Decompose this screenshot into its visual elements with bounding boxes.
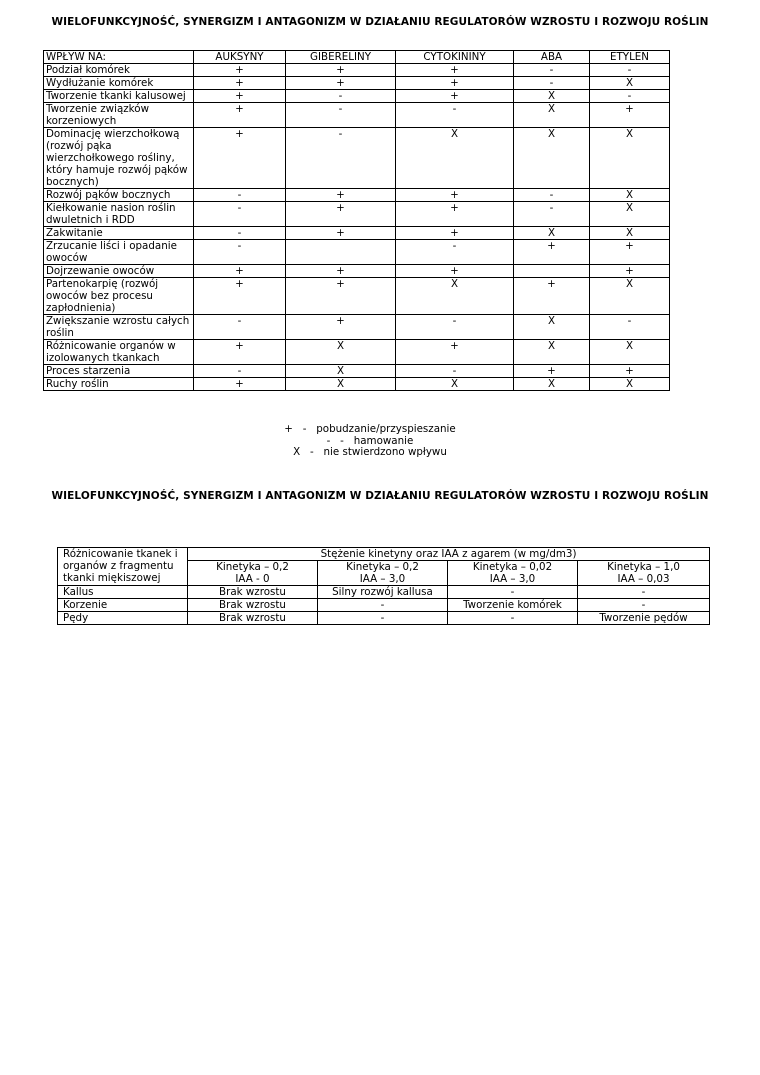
row-label-cell: Korzenie <box>58 599 188 612</box>
value-cell: + <box>396 340 514 365</box>
value-cell: X <box>396 128 514 189</box>
value-cell: Brak wzrostu <box>188 612 318 625</box>
table-row <box>44 227 670 240</box>
value-cell: - <box>194 315 286 340</box>
row-label-cell: Kiełkowanie nasion roślin dwuletnich i RDD <box>44 202 194 227</box>
row-label-cell: Tworzenie związków korzeniowych <box>44 103 194 128</box>
value-cell: - <box>448 612 578 625</box>
value-cell: X <box>590 128 670 189</box>
value-cell: - <box>194 202 286 227</box>
value-cell: + <box>590 365 670 378</box>
value-cell: + <box>286 278 396 315</box>
value-cell: + <box>286 227 396 240</box>
table-row <box>44 90 670 103</box>
value-cell: + <box>514 278 590 315</box>
value-cell: + <box>514 240 590 265</box>
value-cell: X <box>514 90 590 103</box>
value-cell: - <box>396 365 514 378</box>
value-cell: - <box>286 103 396 128</box>
value-cell <box>514 265 590 278</box>
row-label-cell: Dojrzewanie owoców <box>44 265 194 278</box>
row-label-cell: Rozwój pąków bocznych <box>44 189 194 202</box>
value-cell: + <box>194 103 286 128</box>
value-cell: X <box>590 378 670 391</box>
value-cell: X <box>514 315 590 340</box>
value-cell: - <box>590 90 670 103</box>
table-row <box>44 128 670 189</box>
table-row <box>58 612 710 625</box>
header-cell: ABA <box>514 51 590 64</box>
value-cell: + <box>194 128 286 189</box>
row-label-cell: Zwiększanie wzrostu całych roślin <box>44 315 194 340</box>
row-label-cell: Różnicowanie organów w izolowanych tkankach <box>44 340 194 365</box>
row-label-cell: Dominację wierzchołkową (rozwój pąka wierzchołkowego rośliny, który hamuje rozwój pąków bocznych) <box>44 128 194 189</box>
value-cell: + <box>396 90 514 103</box>
row-label-cell: Kallus <box>58 586 188 599</box>
value-cell: + <box>286 315 396 340</box>
table-header-row <box>44 51 670 64</box>
value-cell: + <box>286 202 396 227</box>
row-label-cell: Zakwitanie <box>44 227 194 240</box>
value-cell: X <box>396 278 514 315</box>
value-cell: + <box>514 365 590 378</box>
value-cell: + <box>396 227 514 240</box>
value-cell: + <box>194 90 286 103</box>
value-cell: X <box>514 378 590 391</box>
table-row <box>58 586 710 599</box>
value-cell: X <box>286 340 396 365</box>
table-row <box>58 599 710 612</box>
legend-item: + - pobudzanie/przyspieszanie <box>284 423 456 435</box>
value-cell: + <box>194 278 286 315</box>
value-cell: - <box>286 90 396 103</box>
value-cell: - <box>578 599 710 612</box>
value-cell: - <box>590 315 670 340</box>
table-row <box>44 64 670 77</box>
value-cell: X <box>590 278 670 315</box>
value-cell: - <box>396 315 514 340</box>
value-cell: - <box>318 612 448 625</box>
value-cell: Tworzenie pędów <box>578 612 710 625</box>
table-row <box>44 315 670 340</box>
value-cell: X <box>590 77 670 90</box>
table-row <box>44 202 670 227</box>
row-label-cell: Ruchy roślin <box>44 378 194 391</box>
corner-cell: Różnicowanie tkanek i organów z fragmentu tkanki miękiszowej <box>58 548 188 586</box>
value-cell: X <box>590 227 670 240</box>
value-cell: + <box>194 340 286 365</box>
group-header-cell: Stężenie kinetyny oraz IAA z agarem (w mg/dm3) <box>188 548 710 561</box>
value-cell: Tworzenie komórek <box>448 599 578 612</box>
value-cell: - <box>448 586 578 599</box>
value-cell: - <box>578 586 710 599</box>
value-cell: + <box>194 265 286 278</box>
value-cell: - <box>194 240 286 265</box>
tissue-differentiation-table <box>57 547 710 625</box>
subheader-cell: Kinetyka – 0,02 IAA – 3,0 <box>448 561 578 586</box>
value-cell: - <box>194 365 286 378</box>
value-cell: X <box>590 202 670 227</box>
header-cell: CYTOKININY <box>396 51 514 64</box>
value-cell: + <box>396 77 514 90</box>
legend-item: X - nie stwierdzono wpływu <box>293 446 447 458</box>
value-cell: + <box>396 189 514 202</box>
row-label-cell: Proces starzenia <box>44 365 194 378</box>
value-cell: + <box>286 189 396 202</box>
table-row <box>44 365 670 378</box>
table-row <box>44 103 670 128</box>
value-cell: + <box>396 265 514 278</box>
value-cell: Brak wzrostu <box>188 599 318 612</box>
value-cell: + <box>590 103 670 128</box>
value-cell: + <box>194 378 286 391</box>
value-cell: Silny rozwój kallusa <box>318 586 448 599</box>
table-row <box>44 378 670 391</box>
value-cell: X <box>396 378 514 391</box>
value-cell: + <box>194 64 286 77</box>
table-row <box>44 240 670 265</box>
legend <box>0 424 740 459</box>
header-cell: AUKSYNY <box>194 51 286 64</box>
value-cell: + <box>194 77 286 90</box>
growth-regulators-table <box>43 50 670 391</box>
value-cell: - <box>396 103 514 128</box>
value-cell: X <box>590 340 670 365</box>
subheader-cell: Kinetyka – 1,0 IAA – 0,03 <box>578 561 710 586</box>
subheader-cell: Kinetyka – 0,2 IAA - 0 <box>188 561 318 586</box>
legend-item: - - hamowanie <box>326 434 414 447</box>
table-row <box>44 189 670 202</box>
value-cell: + <box>396 64 514 77</box>
value-cell: - <box>194 189 286 202</box>
row-label-cell: Pędy <box>58 612 188 625</box>
row-label-cell: Wydłużanie komórek <box>44 77 194 90</box>
value-cell: - <box>286 128 396 189</box>
page-title: WIELOFUNKCYJNOŚĆ, SYNERGIZM I ANTAGONIZM W DZIAŁANIU REGULATORÓW WZROSTU I ROZWOJU ROŚLIN <box>51 16 709 28</box>
table-row <box>44 278 670 315</box>
value-cell: X <box>514 340 590 365</box>
section-title: WIELOFUNKCYJNOŚĆ, SYNERGIZM I ANTAGONIZM W DZIAŁANIU REGULATORÓW WZROSTU I ROZWOJU ROŚLIN <box>51 490 709 502</box>
value-cell <box>286 240 396 265</box>
value-cell: - <box>590 64 670 77</box>
value-cell: X <box>514 227 590 240</box>
row-label-cell: Partenokarpię (rozwój owoców bez procesu zapłodnienia) <box>44 278 194 315</box>
value-cell: + <box>590 240 670 265</box>
row-label-cell: Zrzucanie liści i opadanie owoców <box>44 240 194 265</box>
value-cell: - <box>194 227 286 240</box>
table-header-row <box>58 548 710 561</box>
value-cell: + <box>590 265 670 278</box>
value-cell: + <box>286 265 396 278</box>
value-cell: - <box>514 189 590 202</box>
header-cell: GIBERELINY <box>286 51 396 64</box>
header-cell: ETYLEN <box>590 51 670 64</box>
value-cell: - <box>514 64 590 77</box>
value-cell: X <box>286 378 396 391</box>
value-cell: X <box>514 103 590 128</box>
subheader-cell: Kinetyka – 0,2 IAA – 3,0 <box>318 561 448 586</box>
value-cell: - <box>318 599 448 612</box>
header-cell: WPŁYW NA: <box>44 51 194 64</box>
value-cell: - <box>514 202 590 227</box>
table-row <box>44 265 670 278</box>
value-cell: Brak wzrostu <box>188 586 318 599</box>
row-label-cell: Tworzenie tkanki kalusowej <box>44 90 194 103</box>
value-cell: + <box>286 77 396 90</box>
value-cell: - <box>514 77 590 90</box>
table-row <box>44 77 670 90</box>
value-cell: X <box>286 365 396 378</box>
value-cell: X <box>590 189 670 202</box>
row-label-cell: Podział komórek <box>44 64 194 77</box>
value-cell: + <box>286 64 396 77</box>
value-cell: X <box>514 128 590 189</box>
table-row <box>44 340 670 365</box>
value-cell: - <box>396 240 514 265</box>
value-cell: + <box>396 202 514 227</box>
